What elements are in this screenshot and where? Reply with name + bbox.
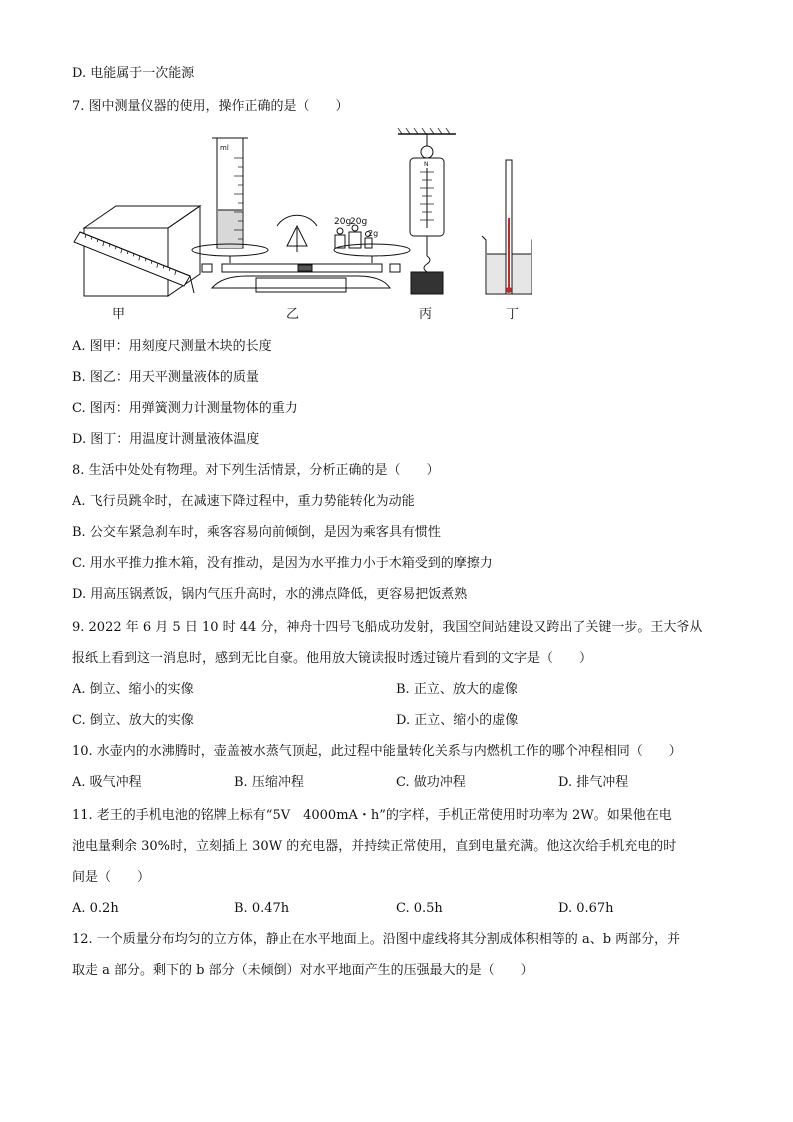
- balance-diagram: [192, 138, 410, 292]
- spring-scale-unit-label: N: [424, 161, 429, 168]
- figure-label-jia: 甲: [112, 307, 126, 322]
- q7-figure: [72, 128, 532, 298]
- q7-option-d: D. 图丁：用温度计测量液体温度: [72, 432, 260, 447]
- q10-option-d: D. 排气冲程: [558, 775, 629, 790]
- q7-option-c: C. 图丙：用弹簧测力计测量物体的重力: [72, 401, 298, 416]
- q10-stem: 10. 水壶内的水沸腾时，壶盖被水蒸气顶起，此过程中能量转化关系与内燃机工作的哪个冲程相同（ ）: [72, 744, 682, 759]
- weight-label-3: 2g: [368, 229, 379, 238]
- q9-option-d: D. 正立、缩小的虚像: [396, 713, 519, 728]
- q10-option-c: C. 做功冲程: [396, 775, 466, 790]
- q7-stem: 7. 图中测量仪器的使用，操作正确的是（ ）: [72, 99, 349, 114]
- spring-scale-diagram: [398, 128, 456, 294]
- q11-stem-line-2: 池电量剩余 30%时，立刻插上 30W 的充电器，并持续正常使用，直到电量充满。他这次给手机充电的时: [72, 839, 677, 854]
- figure-label-ding: 丁: [506, 307, 520, 322]
- q8-option-c: C. 用水平推力推木箱，没有推动，是因为水平推力小于木箱受到的摩擦力: [72, 556, 493, 571]
- q9-stem-line-1: 9. 2022 年 6 月 5 日 10 时 44 分，神舟十四号飞船成功发射，我国空间站建设又跨出了关键一步。王大爷从: [72, 620, 703, 635]
- q9-option-b: B. 正立、放大的虚像: [396, 682, 518, 697]
- cylinder-unit-label: ml: [220, 144, 229, 152]
- q10-option-a: A. 吸气冲程: [72, 775, 142, 790]
- q9-stem-line-2: 报纸上看到这一消息时，感到无比自豪。他用放大镜读报时透过镜片看到的文字是（ ）: [72, 651, 593, 666]
- q8-option-a: A. 飞行员跳伞时，在减速下降过程中，重力势能转化为动能: [72, 494, 415, 509]
- weight-label-1: 20g: [334, 217, 352, 227]
- q12-stem-line-2: 取走 a 部分。剩下的 b 部分（未倾倒）对水平地面产生的压强最大的是（ ）: [72, 963, 534, 978]
- q8-option-d: D. 用高压锅煮饭，锅内气压升高时，水的沸点降低，更容易把饭煮熟: [72, 587, 468, 602]
- q10-option-b: B. 压缩冲程: [234, 775, 304, 790]
- q9-option-c: C. 倒立、放大的实像: [72, 713, 194, 728]
- q11-stem-line-1: 11. 老王的手机电池的铭牌上标有“5V 4000mA・h”的字样，手机正常使用时功率为 2W。如果他在电: [72, 808, 672, 823]
- q11-option-b: B. 0.47h: [234, 901, 290, 916]
- q7-option-b: B. 图乙：用天平测量液体的质量: [72, 370, 259, 385]
- q11-option-c: C. 0.5h: [396, 901, 443, 916]
- weight-label-2: 20g: [350, 217, 368, 227]
- figure-label-yi: 乙: [286, 307, 300, 322]
- q6-option-d: D. 电能属于一次能源: [72, 66, 195, 81]
- block-ruler-diagram: [74, 206, 200, 296]
- q9-option-a: A. 倒立、缩小的实像: [72, 682, 194, 697]
- q11-option-a: A. 0.2h: [72, 901, 119, 916]
- figure-label-bing: 丙: [419, 307, 433, 322]
- q8-stem: 8. 生活中处处有物理。对下列生活情景，分析正确的是（ ）: [72, 463, 440, 478]
- q8-option-b: B. 公交车紧急刹车时，乘客容易向前倾倒，是因为乘客具有惯性: [72, 525, 441, 540]
- q7-option-a: A. 图甲：用刻度尺测量木块的长度: [72, 339, 272, 354]
- thermometer-beaker-diagram: [482, 160, 532, 294]
- q12-stem-line-1: 12. 一个质量分布均匀的立方体，静止在水平地面上。沿图中虚线将其分割成体积相等的 a、b 两部分，并: [72, 932, 681, 947]
- q11-option-d: D. 0.67h: [558, 901, 614, 916]
- q11-stem-line-3: 间是（ ）: [72, 870, 151, 885]
